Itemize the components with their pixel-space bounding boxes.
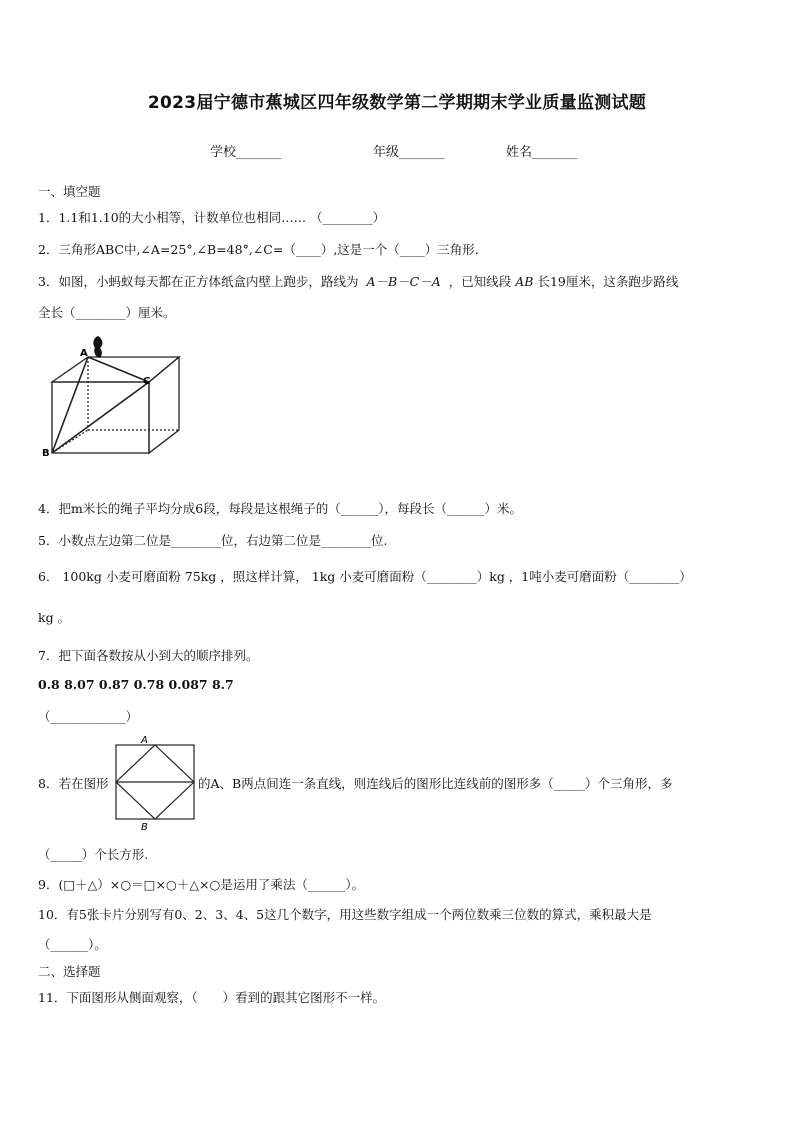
question-7-answer: （____________） <box>38 709 139 724</box>
page-title: 2023届宁德市蕉城区四年级数学第二学期期末学业质量监测试题 <box>147 93 647 113</box>
ant-icon <box>93 336 102 358</box>
question-6-line2: kg 。 <box>38 610 71 625</box>
grade-field: 年级_______ <box>373 145 445 160</box>
question-8-suffix: 的A、B两点间连一条直线，则连线后的图形比连线前的图形多（_____）个三角形，多 <box>198 776 673 791</box>
school-field: 学校_______ <box>210 145 282 160</box>
question-7: 7．把下面各数按从小到大的顺序排列。 <box>38 648 259 663</box>
cube-top-face <box>52 357 179 382</box>
question-10-line2: （______）。 <box>38 937 107 952</box>
question-2: 2．三角形ABC中,∠A=25°,∠B=48°,∠C=（____）,这是一个（____）三角形. <box>38 242 479 257</box>
route-bc <box>52 382 149 453</box>
question-9: 9．(□＋△）×○＝□×○＋△×○是运用了乘法（______）。 <box>38 877 365 892</box>
cube-label-c: C <box>143 376 151 387</box>
name-field: 姓名_______ <box>506 145 578 160</box>
cube-figure <box>40 330 195 460</box>
cube-label-b: B <box>42 448 50 459</box>
question-3-line1 <box>38 272 678 290</box>
rect-label-a: A <box>141 735 148 746</box>
question-7-numbers: 0.8 8.07 0.87 0.78 0.087 8.7 <box>38 677 234 692</box>
section-multiple-choice: 二、选择题 <box>38 964 101 979</box>
question-11: 11．下面图形从侧面观察，（ ）看到的跟其它图形不一样。 <box>38 990 386 1005</box>
question-8-line2: （_____）个长方形. <box>38 847 149 862</box>
question-1: 1．1.1和1.10的大小相等，计数单位也相同…… （________） <box>38 210 386 225</box>
q3-text-c: 长19厘米，这条跑步路线 <box>537 274 679 289</box>
route-ab <box>52 357 88 453</box>
cube-label-a: A <box>80 348 88 359</box>
q3-text-b: ，已知线段 <box>448 274 512 289</box>
rectangle-figure <box>113 733 197 833</box>
q3-text-a: 3．如图，小蚂蚁每天都在正方体纸盒内壁上跑步，路线为 <box>38 274 359 289</box>
question-3-line2: 全长（________）厘米。 <box>38 305 176 320</box>
question-5: 5．小数点左边第二位是________位，右边第二位是________位. <box>38 533 388 548</box>
rect-label-b: B <box>141 822 148 833</box>
section-fill-blank: 一、填空题 <box>38 184 101 199</box>
cube-side-face <box>149 357 179 453</box>
question-10-line1: 10．有5张卡片分别写有0、2、3、4、5这几个数字，用这些数字组成一个两位数乘三位数的算式，乘积最大是 <box>38 907 652 922</box>
q3-route: A－B－C－A <box>366 274 441 289</box>
q3-ab: AB <box>515 274 534 289</box>
route-ca <box>88 357 149 382</box>
question-6-line1: 6． 100kg 小麦可磨面粉 75kg ，照这样计算， 1kg 小麦可磨面粉（________）kg ，1吨小麦可磨面粉（________） <box>38 569 692 584</box>
question-4: 4．把m米长的绳子平均分成6段，每段是这根绳子的（______），每段长（______）米。 <box>38 501 523 516</box>
question-8-prefix: 8．若在图形 <box>38 776 109 791</box>
